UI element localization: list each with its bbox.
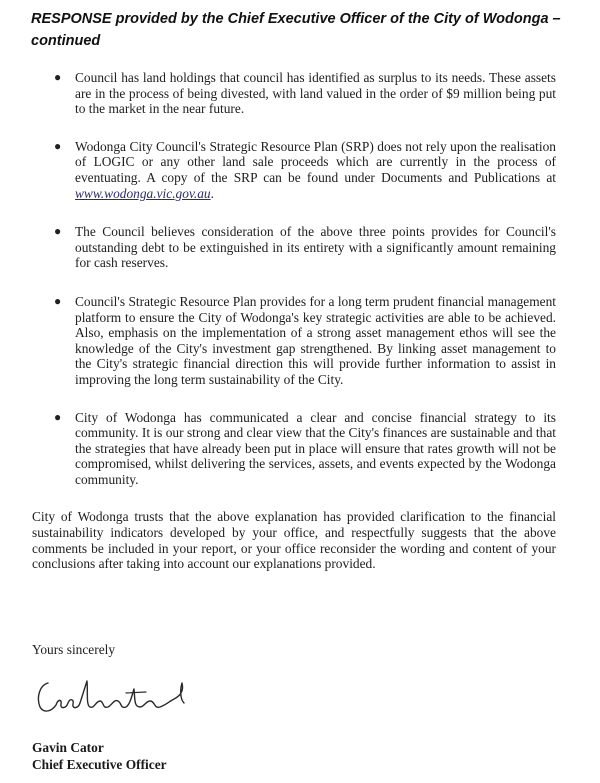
bullet-item-financial-strategy (54, 409, 556, 488)
bullet-text: The Council believes consideration of the above three points provides for Council's outstanding debt to be extinguished in its entirety with a significantly amount remaining for cash reserves. (75, 224, 556, 271)
signer-name: Gavin Cator (32, 740, 104, 755)
letter-body (32, 70, 556, 572)
bullet-text: Council has land holdings that council has identified as surplus to its needs. These assets are in the process of being divested, with land valued in the order of $9 million being put to the market in the near future. (75, 70, 556, 117)
page-heading (31, 8, 591, 52)
bullet-item-strategic-plan (54, 293, 556, 388)
wodonga-website-link[interactable]: www.wodonga.vic.gov.au (75, 185, 211, 201)
bullet-dot-icon: ● (54, 70, 62, 84)
bullet-text-end: . (210, 185, 214, 201)
bullet-dot-icon: ● (54, 224, 62, 239)
bullet-item-debt (54, 224, 556, 271)
bullet-text: City of Wodonga has communicated a clear and concise financial strategy to its community. It is our strong and clear view that the City's finances are sustainable and that the strategies that have already been put in place will ensure that rates growth will not be compromised, whilst delivering the services, assets, and events expected by the Wodonga community. (75, 409, 556, 487)
signer-block (32, 739, 167, 773)
signer-title: Chief Executive Officer (32, 757, 167, 772)
bullet-dot-icon: ● (54, 409, 62, 424)
bullet-dot-icon: ● (54, 138, 62, 153)
bullet-text: Council's Strategic Resource Plan provides for a long term prudent financial management platform to ensure the City of Wodonga's key strategic activities are able to be achieved. Also, emphasis on the implementation of a strong asset management ethos will see the knowledge of the City's investment gap strengthened. By linking asset management to the City's strategic financial direction this will provide further information to assist in improving the long term sustainability of the City. (75, 293, 556, 387)
bullet-dot-icon: ● (54, 293, 62, 308)
bullet-list (32, 70, 556, 487)
bullet-text: Wodonga City Council's Strategic Resource Plan (SRP) does not rely upon the realisation of LOGIC or any other land sale proceeds which are currently in the process of eventuating. A copy of the SRP can be found under Documents and Publications at (75, 138, 556, 185)
bullet-item-surplus-land (54, 70, 556, 117)
handwritten-signature-icon (34, 669, 204, 717)
heading-line-1: RESPONSE provided by the Chief Executive Officer of the City of Wodonga – (31, 11, 561, 27)
sign-off: Yours sincerely (32, 642, 116, 657)
bullet-item-srp (54, 138, 556, 201)
closing-paragraph: City of Wodonga trusts that the above explanation has provided clarification to the financial sustainability indicators developed by your office, and respectfully suggests that the above comments be included in your report, or your office reconsider the wording and content of your conclusions after taking into account our explanations provided. (32, 509, 556, 572)
heading-line-2: continued (31, 33, 101, 49)
